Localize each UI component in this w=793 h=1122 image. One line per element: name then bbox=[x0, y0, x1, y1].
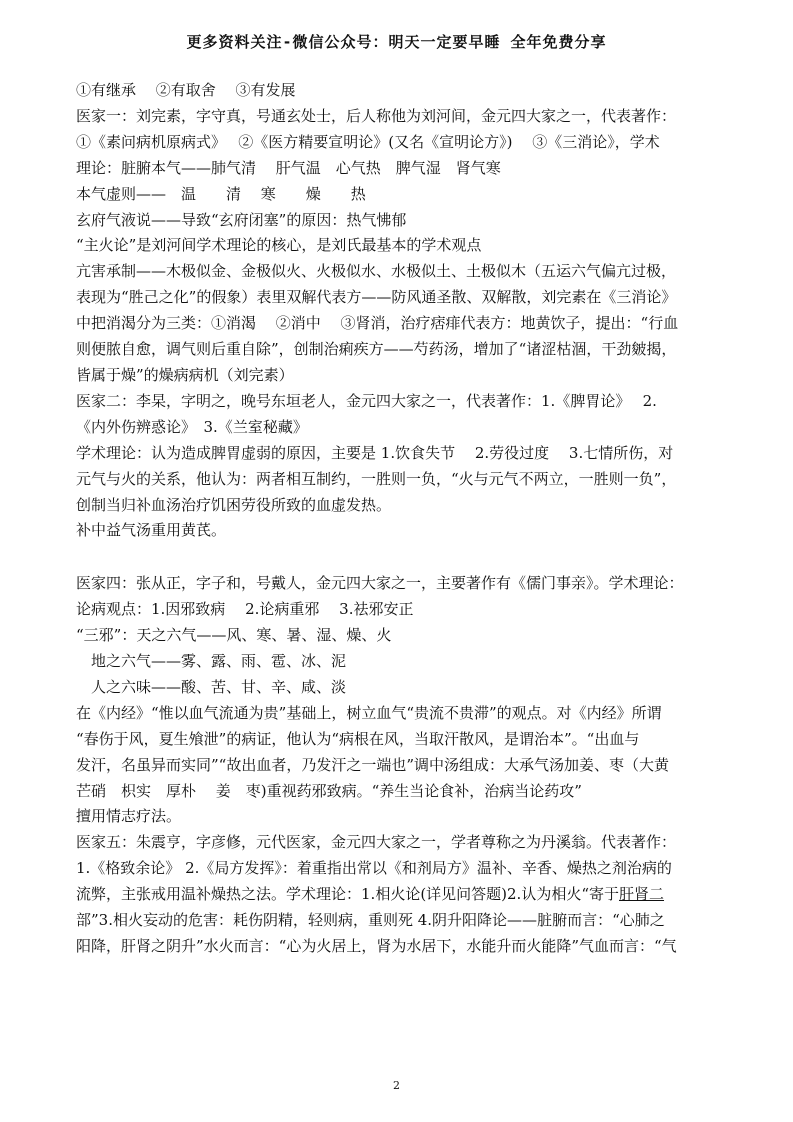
text-line: ①有继承 ②有取舍 ③有发展 bbox=[76, 81, 296, 99]
text-line: 皆属于燥”的燥病病机（刘完素） bbox=[76, 365, 294, 384]
text-line: 表现为“胜己之化”的假象）表里双解代表方——防风通圣散、双解散，刘完素在《三消论》 bbox=[76, 288, 677, 307]
text-line: 芒硝 枳实 厚朴 姜 枣)重视药邪致病。“养生当论食补，治病当论药攻” bbox=[76, 781, 582, 800]
text-line: “春伤于风，夏生飧泄”的病证，他认为“病根在风，当取汗散风，是谓治本”。“出血与 bbox=[76, 729, 640, 748]
text-line: 中把消渴分为三类：①消渴 ②消中 ③肾消，治疗痞痱代表方：地黄饮子，提出：“行血 bbox=[76, 314, 679, 333]
text-line: 医家五：朱震亨，字彦修，元代医家，金元四大家之一，学者尊称之为丹溪翁。代表著作： bbox=[76, 833, 677, 852]
text-line: 创制当归补血汤治疗饥困劳役所致的血虚发热。 bbox=[76, 495, 392, 514]
text-line: 擅用情志疗法。 bbox=[76, 807, 182, 826]
text-segment: 流弊，主张戒用温补燥热之法。学术理论：1.相火论(详见问答题)2.认为相火“寄于 bbox=[76, 885, 619, 904]
text-line: 人之六味——酸、苦、甘、辛、咸、淡 bbox=[76, 677, 347, 696]
text-line: 医家四：张从正，字子和，号戴人，金元四大家之一，主要著作有《儒门事亲》。学术理论： bbox=[76, 574, 684, 593]
underlined-text: 肝肾二 bbox=[619, 885, 665, 904]
text-line: 地之六气——雾、露、雨、雹、冰、泥 bbox=[76, 652, 347, 671]
text-line: 本气虚则—— 温 清 寒 燥 热 bbox=[76, 184, 366, 203]
text-line: 在《内经》“惟以血气流通为贵”基础上，树立血气“贵流不贵滞”的观点。对《内经》所谓 bbox=[76, 703, 662, 722]
text-line: 部”3.相火妄动的危害：耗伤阴精，轻则病，重则死 4.阴升阳降论——脏腑而言：“心肺之 bbox=[76, 911, 665, 930]
text-line: 医家一：刘完素，字守真，号通玄处士，后人称他为刘河间，金元四大家之一，代表著作： bbox=[76, 106, 677, 125]
text-line: 补中益气汤重用黄芪。 bbox=[76, 521, 227, 540]
text-line: 发汗，名虽异而实同”“故出血者，乃发汗之一端也”调中汤组成：大承气汤加姜、枣（大黄 bbox=[76, 755, 670, 774]
text-line: 医家二：李杲，字明之，晚号东垣老人，金元四大家之一，代表著作：1.《脾胃论》 2. bbox=[76, 391, 657, 410]
paragraph-gap bbox=[76, 544, 726, 571]
text-line: “三邪”：天之六气——风、寒、暑、湿、燥、火 bbox=[76, 626, 392, 645]
text-line-with-underline bbox=[76, 882, 726, 908]
text-line: 理论：脏腑本气——肺气清 肝气温 心气热 脾气湿 肾气寒 bbox=[76, 158, 501, 177]
text-line: 1.《格致余论》 2.《局方发挥》：着重指出常以《和剂局方》温补、辛香、燥热之剂治病的 bbox=[76, 859, 672, 878]
text-line: 阳降，肝肾之阴升”水火而言：“心为火居上，肾为水居下，水能升而火能降”气血而言：“气 bbox=[76, 937, 677, 955]
text-line: 学术理论：认为造成脾胃虚弱的原因，主要是 1.饮食失节 2.劳役过度 3.七情所伤，对 bbox=[76, 443, 674, 462]
text-line: 论病观点：1.因邪致病 2.论病重邪 3.祛邪安正 bbox=[76, 600, 414, 619]
text-line: 亢害承制——木极似金、金极似火、火极似水、水极似土、土极似木（五运六气偏亢过极， bbox=[76, 262, 677, 281]
document-body bbox=[76, 78, 726, 960]
text-line: ①《素问病机原病式》 ②《医方精要宣明论》(又名《宣明论方》) ③《三消论》，学术 bbox=[76, 132, 660, 151]
text-line: 元气与火的关系，他认为：两者相互制约，一胜则一负，“火与元气不两立，一胜则一负”， bbox=[76, 469, 677, 488]
text-line: 玄府气液说——导致“玄府闭塞”的原因：热气怫郁 bbox=[76, 210, 407, 229]
text-line: 《内外伤辨惑论》 3.《兰室秘藏》 bbox=[76, 417, 308, 436]
text-line: 则便脓自愈，调气则后重自除”，创制治痢疾方——芍药汤，增加了“诸涩枯涸，干劲皴揭， bbox=[76, 340, 677, 359]
page-header: 更多资料关注-微信公众号：明天一定要早睡 全年免费分享 bbox=[186, 33, 607, 51]
page-number: 2 bbox=[393, 1079, 400, 1092]
text-line: “主火论”是刘河间学术理论的核心，是刘氏最基本的学术观点 bbox=[76, 236, 482, 255]
